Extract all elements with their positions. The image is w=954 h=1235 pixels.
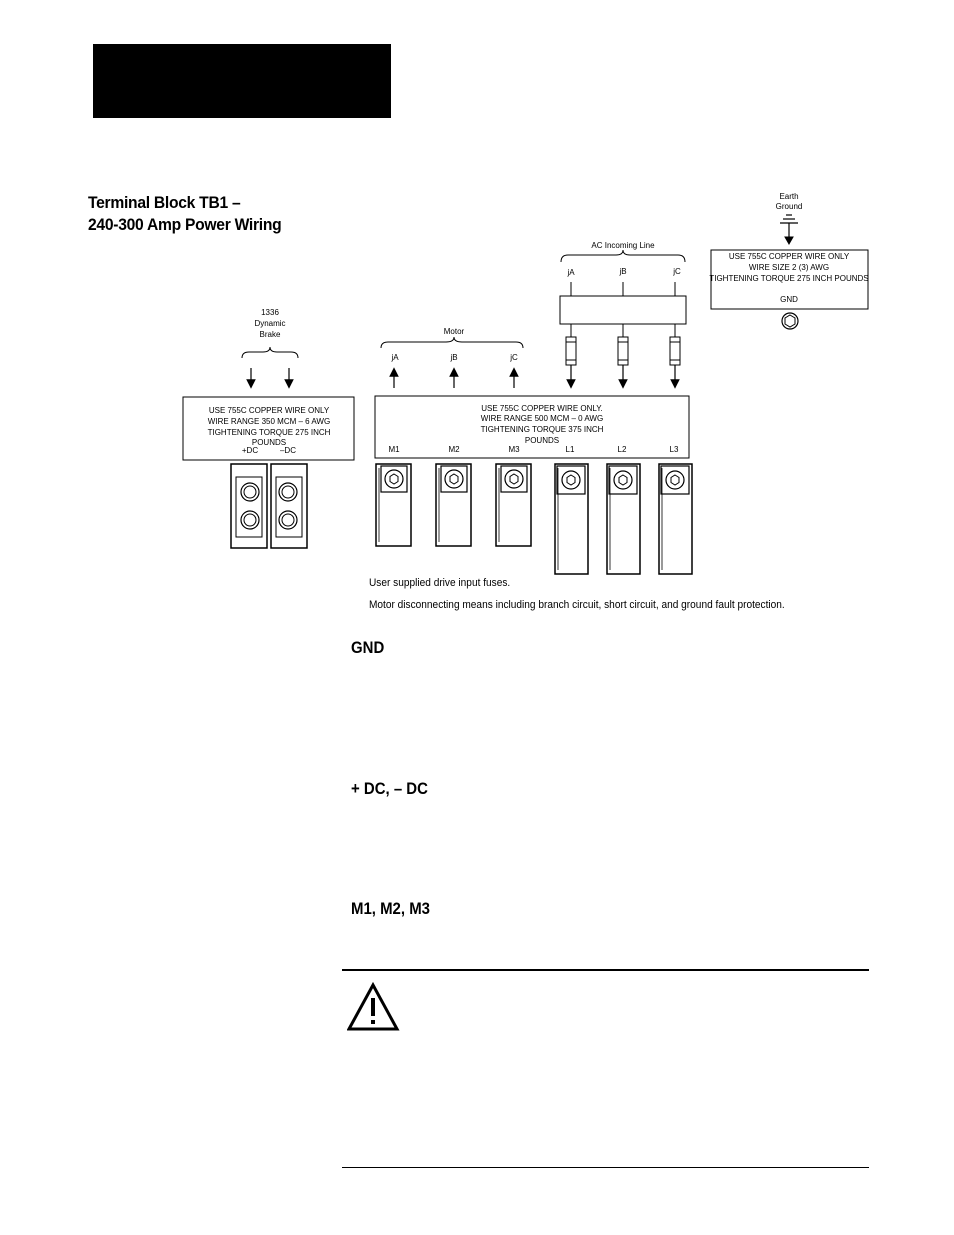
fuse-icon <box>670 337 680 365</box>
earth-ground-icon <box>780 215 798 244</box>
terminal-label-m2: M2 <box>448 445 460 454</box>
main-box-line3: TIGHTENING TORQUE 375 INCH <box>480 425 604 434</box>
earth-ground-label-1: Earth <box>779 192 799 201</box>
gnd-box-line1: USE 755C COPPER WIRE ONLY <box>728 252 850 261</box>
ac-phase-a: jA <box>567 268 575 277</box>
main-box-line1: USE 755C COPPER WIRE ONLY. <box>481 404 603 413</box>
motor-arrows <box>394 372 514 388</box>
ac-incoming-brace <box>561 250 685 262</box>
motor-brace <box>381 337 523 348</box>
gnd-box-line3: TIGHTENING TORQUE 275 INCH POUNDS <box>709 274 869 283</box>
terminal-label-minus-dc: –DC <box>279 446 297 455</box>
dynamic-brake-label-3: Brake <box>259 330 281 339</box>
motor-phase-a: jA <box>391 353 399 362</box>
fuse-icons <box>566 337 680 365</box>
fuse-icon <box>566 337 576 365</box>
ac-arrows <box>571 365 675 384</box>
fuse-icon <box>618 337 628 365</box>
terminal-lug-m1 <box>376 464 411 546</box>
gnd-box-line2: WIRE SIZE 2 (3) AWG <box>748 263 830 272</box>
footer-rule <box>342 1167 869 1168</box>
note-disconnect: Motor disconnecting means including branch circuit, short circuit, and ground fault protection. <box>369 599 785 611</box>
ac-phase-b: jB <box>619 267 627 276</box>
terminal-label-l3: L3 <box>669 445 679 454</box>
terminal-label-l2: L2 <box>617 445 627 454</box>
earth-ground-label-2: Ground <box>775 202 803 211</box>
motor-terminal-lugs <box>376 464 531 546</box>
dynamic-brake-label-2: Dynamic <box>254 319 286 328</box>
dc-terminal-blocks <box>231 464 307 548</box>
main-box-line2: WIRE RANGE 500 MCM – 0 AWG <box>480 414 604 423</box>
terminal-lug-m2 <box>436 464 471 546</box>
section-title-line1: Terminal Block TB1 – <box>88 193 241 212</box>
terminal-lug-m3 <box>496 464 531 546</box>
main-box-line4: POUNDS <box>524 436 560 445</box>
warning-triangle-icon <box>347 982 401 1032</box>
terminal-label-m1: M1 <box>388 445 400 454</box>
terminal-label-m3: M3 <box>508 445 520 454</box>
terminal-label-l1: L1 <box>565 445 575 454</box>
section-title-line2: 240-300 Amp Power Wiring <box>88 215 282 234</box>
warning-top-rule <box>342 969 869 971</box>
motor-phase-b: jB <box>450 353 458 362</box>
motor-phase-c: jC <box>510 353 518 362</box>
dynamic-brake-brace <box>242 347 298 358</box>
dynamic-brake-label-1: 1336 <box>261 308 279 317</box>
brake-box-line4: POUNDS <box>251 438 287 447</box>
note-input-fuses: User supplied drive input fuses. <box>369 577 511 589</box>
ac-phase-c: jC <box>673 267 681 276</box>
brake-box-line1: USE 755C COPPER WIRE ONLY <box>208 406 330 415</box>
brake-box-line2: WIRE RANGE 350 MCM – 6 AWG <box>207 417 331 426</box>
gnd-box-terminal: GND <box>780 295 798 304</box>
terminal-label-plus-dc: +DC <box>241 446 259 455</box>
ac-incoming-label: AC Incoming Line <box>591 241 655 250</box>
terminal-lug-l1 <box>555 464 588 574</box>
line-terminal-lugs <box>555 464 692 574</box>
heading-motor: M1, M2, M3 <box>351 899 430 918</box>
gnd-terminal-screw-icon <box>782 313 798 329</box>
brake-box-line3: TIGHTENING TORQUE 275 INCH <box>207 428 331 437</box>
heading-dc: + DC, – DC <box>351 779 428 798</box>
terminal-lug-l3 <box>659 464 692 574</box>
brake-arrows <box>251 368 289 384</box>
heading-gnd: GND <box>351 638 385 657</box>
terminal-lug-l2 <box>607 464 640 574</box>
motor-label: Motor <box>443 327 465 336</box>
ac-disconnect-wiring <box>560 282 686 337</box>
